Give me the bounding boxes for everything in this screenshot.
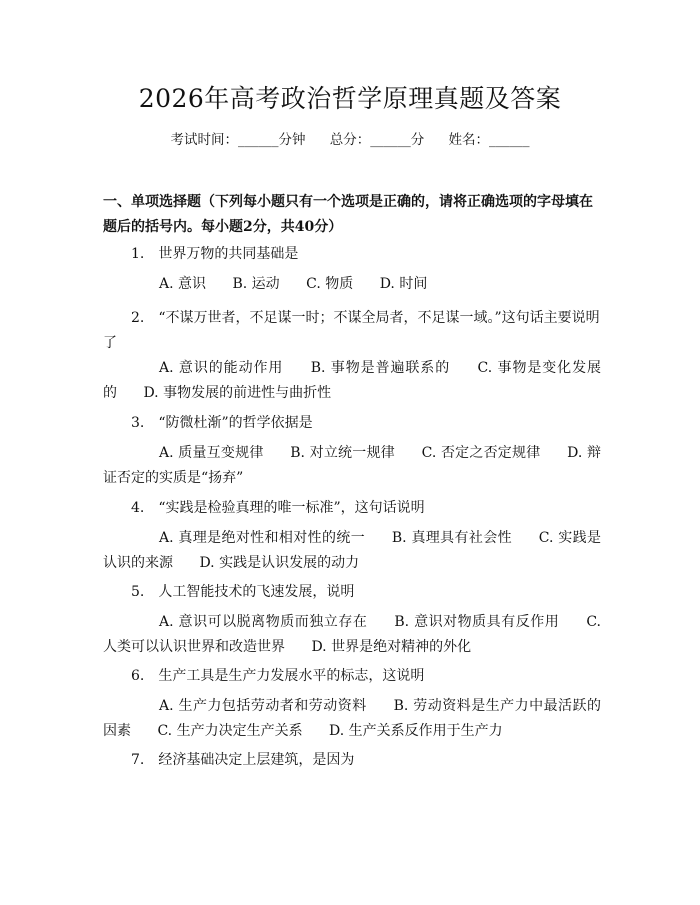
option-d: D. 实践是认识发展的动力 (199, 555, 360, 571)
question-number: 5. (131, 584, 145, 600)
option-c: C. 物质 (306, 276, 354, 292)
section-heading: 一、单项选择题（下列每小题只有一个选项是正确的，请将正确选项的字母填在题后的括号内。每小题2分，共40分） (103, 194, 593, 235)
option-a: A. 真理是绝对性和相对性的统一 (159, 530, 366, 546)
question-options (103, 694, 601, 744)
question-number: 2. (131, 310, 145, 326)
exam-name: 姓名：______ (448, 132, 530, 148)
option-c: C. 否定之否定规律 (421, 445, 541, 461)
exam-time: 考试时间：______分钟 (170, 132, 306, 148)
question-number: 3. (131, 415, 145, 431)
question-text: 人工智能技术的飞速发展，说明 (158, 584, 355, 600)
exam-score: 总分：______分 (329, 132, 425, 148)
question-options (103, 526, 601, 576)
option-b: B. 事物是普遍联系的 (310, 360, 451, 376)
question-options (103, 441, 601, 491)
question-text: 生产工具是生产力发展水平的标志，这说明 (158, 668, 425, 684)
option-d: D. 辩证否定的实质是“扬弃” (103, 445, 601, 486)
question-stem (103, 306, 601, 356)
option-b: B. 意识对物质具有反作用 (394, 614, 560, 630)
option-d: D. 世界是绝对精神的外化 (311, 639, 472, 655)
option-a: A. 质量互变规律 (159, 445, 264, 461)
question-number: 7. (131, 752, 145, 768)
option-a: A. 意识 (159, 276, 207, 292)
question-text: “防微杜渐”的哲学依据是 (158, 415, 313, 431)
option-d: D. 时间 (379, 276, 428, 292)
question-stem (103, 580, 601, 605)
option-b: B. 真理具有社会性 (391, 530, 512, 546)
question-options (103, 610, 601, 660)
option-d: D. 事物发展的前进性与曲折性 (143, 385, 332, 401)
option-a: A. 意识的能动作用 (159, 360, 284, 376)
question-stem (103, 664, 601, 689)
question-stem (103, 748, 601, 773)
option-b: B. 对立统一规律 (290, 445, 395, 461)
option-a: A. 意识可以脱离物质而独立存在 (159, 614, 368, 630)
question-text: “实践是检验真理的唯一标准”，这句话说明 (158, 500, 425, 516)
question-number: 4. (131, 500, 145, 516)
question-number: 6. (131, 668, 145, 684)
option-c: C. 人类可以认识世界和改造世界 (103, 614, 601, 655)
question-stem (103, 496, 601, 521)
question-stem (103, 242, 601, 267)
option-c: C. 事物是变化发展的 (103, 360, 602, 401)
question-options (103, 272, 601, 297)
option-b: B. 劳动资料是生产力中最活跃的因素 (103, 698, 602, 739)
option-c: C. 实践是认识的来源 (103, 530, 601, 571)
question-text: 经济基础决定上层建筑，是因为 (158, 752, 355, 768)
option-b: B. 运动 (232, 276, 280, 292)
question-number: 1. (131, 246, 145, 262)
question-options (103, 356, 601, 406)
option-a: A. 生产力包括劳动者和劳动资料 (159, 698, 367, 714)
question-text: “不谋万世者，不足谋一时；不谋全局者，不足谋一域。”这句话主要说明了 (103, 310, 600, 351)
option-c: C. 生产力决定生产关系 (157, 723, 303, 739)
question-text: 世界万物的共同基础是 (158, 246, 299, 262)
page-title: 2026年高考政治哲学原理真题及答案 (138, 84, 562, 113)
question-stem (103, 411, 601, 436)
exam-meta (0, 130, 700, 150)
option-d: D. 生产关系反作用于生产力 (329, 723, 503, 739)
